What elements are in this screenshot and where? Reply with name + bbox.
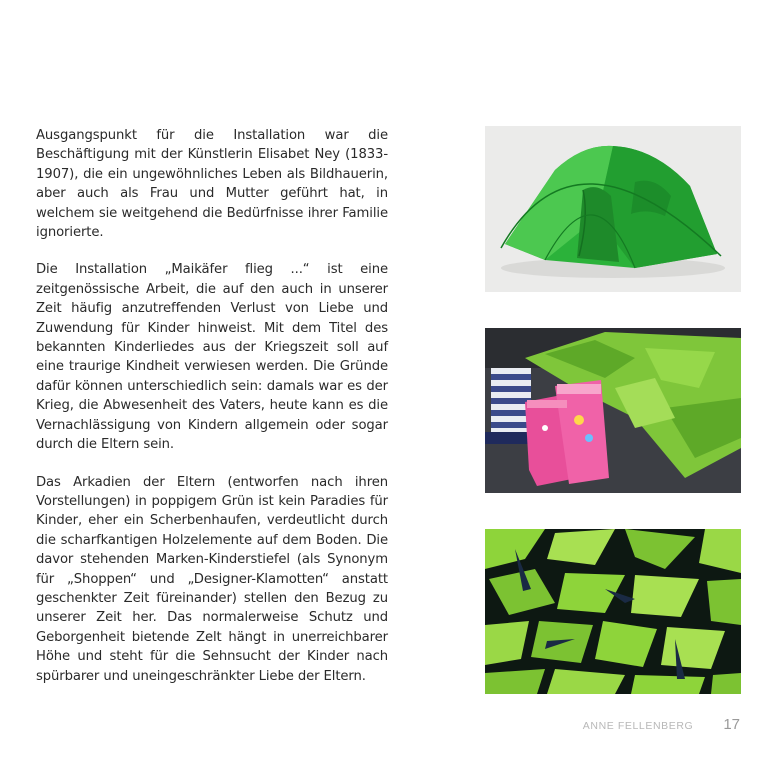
page-footer — [583, 716, 740, 733]
paragraph-2: Die Installation „Maikäfer flieg ...“ ist eine zeitgenössische Arbeit, die auf den auch in unserer Zeit häufig anzutreffenden Verlust von Liebe und Zuwendung für Kinder hinweist. Mit dem Titel des bekannten Kinderliedes aus der Kriegszeit soll auf eine traurige Kindheit verwiesen werden. Die Gründe dafür können unterschiedlich sein: damals war es der Krieg, die Abwesenheit des Vaters, heute kann es die Vernachlässigung von Kindern allgemein oder sogar durch die Eltern sein. — [36, 262, 388, 453]
paragraph-1: Ausgangspunkt für die Installation war die Beschäftigung mit der Künstlerin Elisabet Ney (1833-1907), die ein ungewöhnliches Leben als Bildhauerin, aber auch als Frau und Mutter geführt hat, in welchem sie weitgehend die Bedürfnisse ihrer Familie ignorierte. — [36, 128, 388, 241]
shards-photo — [485, 529, 741, 694]
page-number: 17 — [723, 716, 740, 733]
boots-photo — [485, 328, 741, 493]
author-name: ANNE FELLENBERG — [582, 720, 694, 732]
tent-photo — [485, 126, 741, 292]
paragraph-3: Das Arkadien der Eltern (entworfen nach ihren Vorstellungen) in poppigem Grün ist kein Paradies für Kinder, eher ein Scherbenhaufen, verdeutlicht durch die scharfkantigen Holzelemente auf dem Boden. Die davor stehenden Marken-Kinderstiefel (als Synonym für „Shoppen“ und „Designer-Klamotten“ anstatt geschenkter Zeit füreinander) stellen den Bezug zu unserer Zeit her. Das normalerweise Schutz und Geborgenheit bietende Zelt hängt in unerreichbarer Höhe und steht für die Sehnsucht der Kinder nach spürbarer und uneingeschränkter Liebe der Eltern. — [36, 474, 388, 684]
body-text — [36, 126, 388, 704]
